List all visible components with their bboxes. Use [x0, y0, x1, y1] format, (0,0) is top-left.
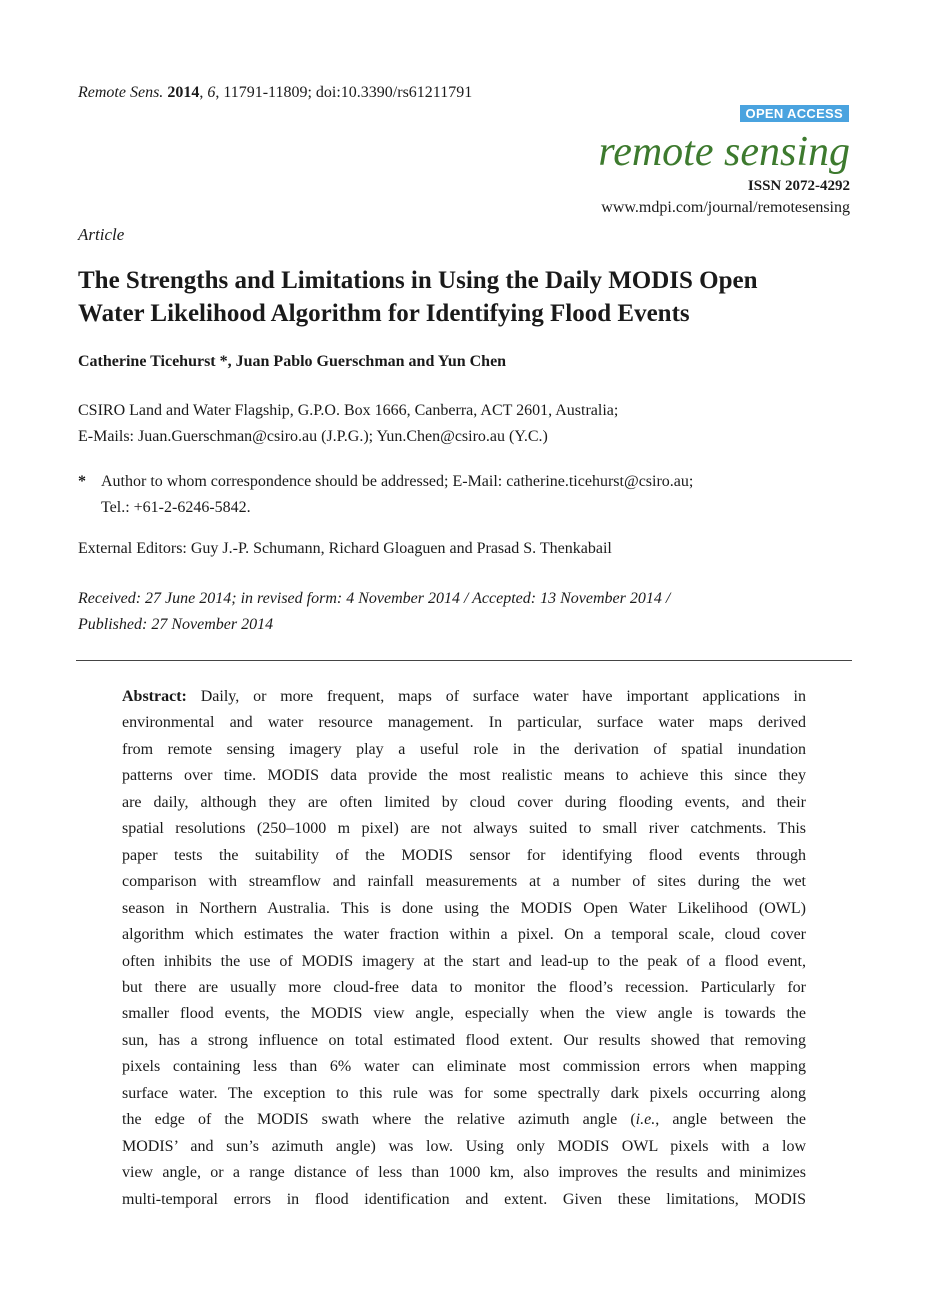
abstract-line: environmental and water resource management. In particular, surface water maps derived [122, 714, 806, 732]
affiliation [78, 398, 618, 450]
abstract-line [122, 684, 806, 710]
abstract-line: MODIS’ and sun’s azimuth angle) was low. Using only MODIS OWL pixels with a low [122, 1137, 806, 1155]
journal-name: remote sensing [598, 129, 850, 175]
author-list: Catherine Ticehurst *, Juan Pablo Guerschman and Yun Chen [78, 353, 507, 370]
abstract-line: surface water. The exception to this rule was for some spectrally dark pixels occurring along [122, 1084, 806, 1102]
dates-line: Published: 27 November 2014 [78, 616, 274, 633]
external-editors: External Editors: Guy J.-P. Schumann, Richard Gloaguen and Prasad S. Thenkabail [78, 540, 612, 557]
abstract-line: paper tests the suitability of the MODIS sensor for identifying flood events through [122, 846, 806, 864]
abstract-line: often inhibits the use of MODIS imagery at the start and lead-up to the peak of a flood event, [122, 952, 806, 970]
publication-dates [78, 586, 670, 638]
abstract-line: spatial resolutions (250–1000 m pixel) are not always suited to small river catchments. This [122, 820, 806, 838]
journal-issn: ISSN 2072-4292 [747, 178, 850, 194]
abstract-line: algorithm which estimates the water fraction within a pixel. On a temporal scale, cloud cover [122, 926, 806, 944]
abstract-line: sun, has a strong influence on total estimated flood extent. Our results showed that removing [122, 1031, 806, 1049]
paper-title [78, 264, 858, 330]
citation-line [78, 84, 472, 102]
article-type: Article [78, 225, 125, 244]
abstract-line: but there are usually more cloud-free data to monitor the flood’s recession. Particularly for [122, 978, 806, 996]
journal-url[interactable]: www.mdpi.com/journal/remotesensing [601, 199, 850, 216]
affiliation-emails: E-Mails: Juan.Guerschman@csiro.au (J.P.G.); Yun.Chen@csiro.au (Y.C.) [78, 428, 548, 445]
header-divider [76, 660, 852, 661]
abstract-line: view angle, or a range distance of less than 1000 km, also improves the results and minimizes [122, 1164, 806, 1182]
citation-comma: , [199, 84, 208, 101]
correspondence-phone: Tel.: +61-2-6246-5842. [101, 499, 251, 516]
abstract-line: smaller flood events, the MODIS view angle, especially when the view angle is towards the [122, 1005, 806, 1023]
title-line: The Strengths and Limitations in Using the Daily MODIS Open [78, 267, 758, 294]
abstract-text: Daily, or more frequent, maps of surface water have important applications in [200, 688, 806, 705]
abstract-label: Abstract: [122, 688, 187, 705]
affiliation-line: CSIRO Land and Water Flagship, G.P.O. Box 1666, Canberra, ACT 2601, Australia; [78, 402, 619, 419]
correspondence-star: * [78, 473, 86, 490]
citation-journal: Remote Sens. [78, 84, 164, 101]
abstract-line: season in Northern Australia. This is done using the MODIS Open Water Likelihood (OWL) [122, 899, 806, 917]
correspondence-line: Author to whom correspondence should be addressed; E-Mail: catherine.ticehurst@csiro.au; [101, 473, 694, 490]
abstract-line: are daily, although they are often limited by cloud cover during flooding events, and their [122, 793, 806, 811]
abstract-line: comparison with streamflow and rainfall measurements at a number of sites during the wet [122, 873, 806, 891]
abstract-text: , angle between the [655, 1111, 806, 1129]
abstract-line: pixels containing less than 6% water can eliminate most commission errors when mapping [122, 1058, 806, 1076]
title-line: Water Likelihood Algorithm for Identifying Flood Events [78, 300, 690, 327]
citation-year: 2014 [167, 84, 200, 101]
abstract-line [122, 1107, 806, 1133]
abstract-line: from remote sensing imagery play a useful role in the derivation of spatial inundation [122, 740, 806, 758]
correspondence-note [78, 469, 693, 521]
abstract-ie: i.e. [635, 1111, 656, 1129]
dates-line: Received: 27 June 2014; in revised form: 4 November 2014 / Accepted: 13 November 2014 / [78, 590, 671, 607]
abstract [122, 684, 806, 1213]
abstract-line: multi-temporal errors in flood identification and extent. Given these limitations, MODIS [122, 1190, 806, 1208]
abstract-text: the edge of the MODIS swath where the relative azimuth angle ( [122, 1111, 636, 1129]
citation-pages-doi: , 11791-11809; doi:10.3390/rs61211791 [215, 84, 473, 101]
open-access-badge: OPEN ACCESS [740, 105, 849, 122]
abstract-line: patterns over time. MODIS data provide the most realistic means to achieve this since they [122, 767, 806, 785]
citation-volume: 6 [207, 84, 216, 101]
